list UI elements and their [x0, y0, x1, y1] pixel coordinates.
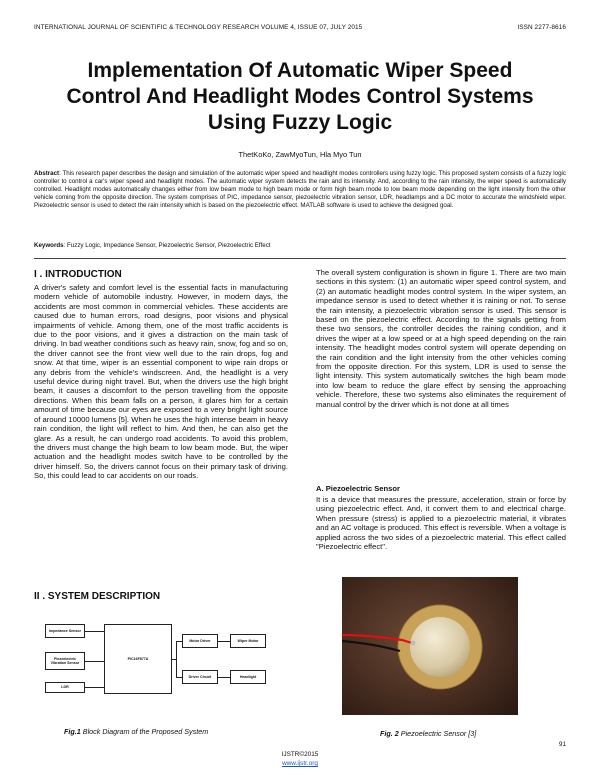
abstract	[34, 170, 566, 210]
block-diagram	[40, 612, 290, 718]
page-number: 91	[558, 741, 566, 748]
figure1-caption	[64, 727, 208, 736]
title-line: Control And Headlight Modes Control Systems	[66, 85, 534, 108]
authors: ThetKoKo, ZawMyoTun, Hla Myo Tun	[238, 150, 362, 159]
headlight-block: Headlight	[230, 670, 266, 684]
keywords-text: : Fuzzy Logic, Impedance Sensor, Piezoelectric Sensor, Piezoelectric Effect	[63, 242, 271, 249]
issn: ISSN 2277-8616	[517, 24, 566, 31]
connector-line	[85, 687, 104, 688]
connector-line	[176, 641, 177, 677]
keywords	[34, 242, 566, 249]
paper-title	[20, 58, 580, 136]
footer-code: IJSTR©2015	[281, 751, 319, 758]
pic-controller-block: PIC16F877A	[104, 624, 172, 694]
journal-header: INTERNATIONAL JOURNAL OF SCIENTIFIC & TECHNOLOGY RESEARCH VOLUME 4, ISSUE 07, JULY 2015	[34, 24, 363, 31]
ldr-block: LDR	[45, 682, 85, 693]
impedance-sensor-block: Impedance Sensor	[45, 624, 85, 638]
connector-line	[85, 661, 104, 662]
title-line: Implementation Of Automatic Wiper Speed	[87, 59, 513, 82]
figure2-caption-text: Piezoelectric Sensor [3]	[398, 729, 477, 738]
subsection-heading-piezoelectric: A. Piezoelectric Sensor	[316, 484, 400, 493]
wiper-motor-block: Wiper Motor	[230, 634, 266, 648]
title-line: Using Fuzzy Logic	[207, 111, 393, 134]
piezoelectric-sensor-photo	[342, 577, 518, 715]
solder-point	[411, 641, 416, 646]
abstract-text: : This research paper describes the design and simulation of the automatic wiper speed and headlight modes controllers using fuzzy logic. This proposed system consists of a fuzzy logic controller to control a car's wiper speed and headlight modes. The automatic wiper system detects the rain and its intensity. And, according to the rain intensity, the wiper speed is automatically controlled. Headlight modes automatically changes either from low beam mode to high beam mode or form high beam mode to low beam mode depending on the light intensity from the other vehicle coming from the opposite direction. The system comprises of PIC, impedance sensor, piezoelectric vibration sensor, LDR, headlamps and a DC motor to accurate the windshield wiper. Piezoelectric sensor is used to detect the rain intensity which is based on the piezoelectric effect. MATLAB software is used to achieve the designed goal.	[34, 170, 566, 210]
section-heading-introduction: I . INTRODUCTION	[34, 269, 122, 280]
divider	[34, 258, 566, 259]
figure2-caption-label: Fig. 2	[380, 729, 399, 738]
section-heading-system-description: II . SYSTEM DESCRIPTION	[34, 591, 161, 602]
figure1-caption-text: Block Diagram of the Proposed System	[80, 727, 209, 736]
system-overview-paragraph: The overall system configuration is shown in figure 1. There are two main sections in this system: (1) an automatic wiper speed control system, and (2) an automatic headlight modes control system. In the wiper system, an impedance sensor is used to detect whether it is raining or not. To sense the rain intensity, a piezoelectric vibration sensor is used. This sensor is based on the piezoelectric effect. According to the signals getting from these two sensors, the controller decides the raining condition, and it drives the wiper at a low speed or at a high speed depending on the rain intensity. The headlight modes control system will operate depending on the rain condition and the light intensity from the other vehicles coming from the opposite direction. For this system, LDR is used to sense the light intensity. This system automatically switches the high beam mode into low beam to reduce the glare effect by sensing the approaching vehicle. Therefore, these two systems also eliminates the requirement of manual control by the driver which is not done at all times	[316, 268, 566, 409]
connector-line	[176, 641, 182, 642]
connector-line	[218, 641, 230, 642]
piezoelectric-paragraph: It is a device that measures the pressure, acceleration, strain or force by using piezoelectric effect. And, it convert them to and electrical charge. When pressure (stress) is applied to a piezoelectric material, it vibrates and an AC voltage is produced. This effect is reversible. When a voltage is applied across the two sides of a piezoelectric material. This effect called "Piezoelectric effect".	[316, 495, 566, 552]
figure1-caption-label: Fig.1	[64, 727, 81, 736]
introduction-body: A driver's safety and comfort level is the essential facts in manufacturing modern vehicle of automobile industry. However, in modern days, the accidents are most common in commercial vehicles. These accidents are caused due to human errors, road designs, poor visions and physical impairments of vehicle. Among them, one of the most traffic accidents is due to the poor visions, and it gives a distraction on the main task of driving. In bad weather conditions such as heavy rain, snow, fog and so on, the driver cannot see the front view well due to the rain drops, fog and snow. At that time, wiper is an essential component to wipe rain drops or any debris from the vehicle's windscreen. And, the headlight is a very useful device during night travel. But, when the drivers use the high bright beam, it causes a discomfort to the person travelling from the opposite directions. When this beam falls on a person, it glares him for a certain amount of time because our eyes are exposed to a very bright light source of around 10000 lumens [5]. When he uses the high intense beam in heavy rain condition, the light will reflect to him. And then, he can also get the glare. As a result, he can undergo road accidents. To avoid this problem, the drivers must change the high beam to low beam mode. But, the wiper actuation and the headlight modes switch have to be controlled by the driver himself. So, the drivers cannot focus on their primary task of driving. So, this could lead to car accidents on our roads.	[34, 283, 288, 481]
piezo-sensor-block: Piezoelectric Vibration Sensor	[45, 652, 85, 670]
motor-driver-block: Motor Driver	[182, 634, 218, 648]
figure2-caption	[380, 729, 476, 738]
keywords-label: Keywords	[34, 242, 64, 249]
connector-line	[176, 677, 182, 678]
connector-line	[85, 631, 104, 632]
footer-url-link[interactable]: www.ijstr.org	[282, 760, 318, 767]
abstract-label: Abstract	[34, 170, 60, 177]
ceramic-disc	[410, 617, 470, 677]
connector-line	[218, 677, 230, 678]
driver-circuit-block: Driver Circuit	[182, 670, 218, 684]
